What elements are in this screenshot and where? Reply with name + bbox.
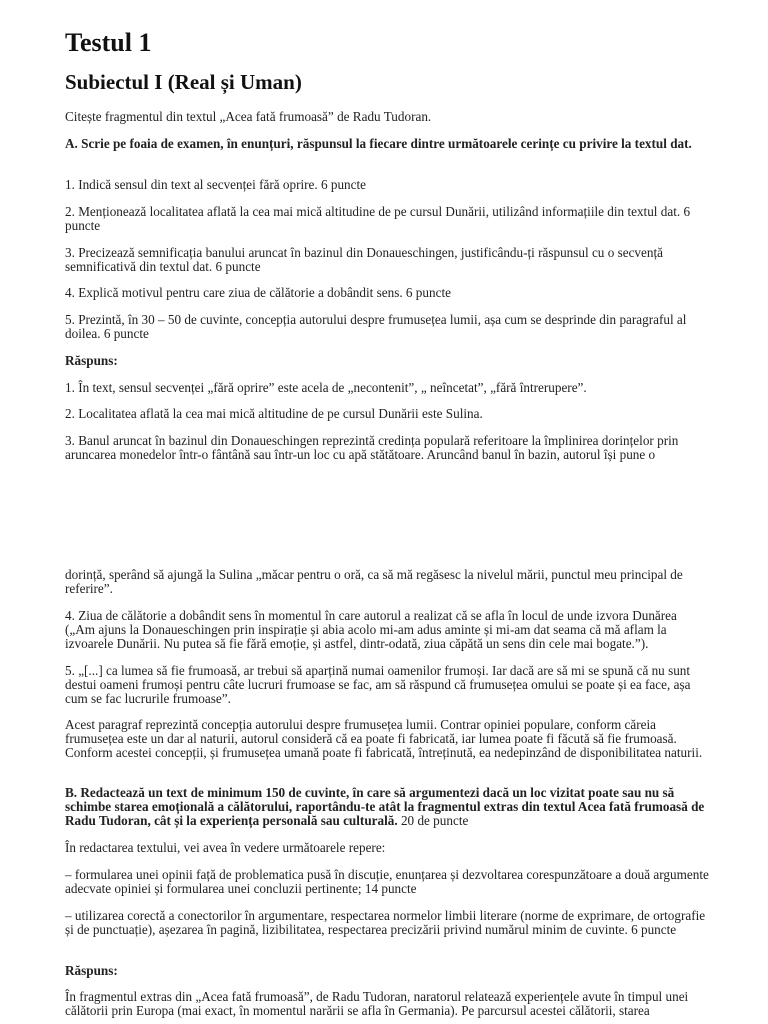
- answer-4: 4. Ziua de călătorie a dobândit sens în momentul în care autorul a realizat că se afla în locul de unde izvora Dunărea („Am ajuns la Donaueschingen prin inspirație și abia acolo mi-am adus aminte și mi-am dat seama că mă aflam la izvoarele Dunării. Nu putea să fie fără emoție, și astfel, dintr-odată, ziua căpătă un sens din cele mai bogate.”).: [65, 608, 677, 651]
- question-5: 5. Prezintă, în 30 – 50 de cuvinte, concepția autorului despre frumusețea lumii, așa cum se desprinde din paragraful al doilea. 6 puncte: [65, 312, 687, 341]
- section-b-answer-label: Răspuns:: [65, 963, 118, 978]
- section-b-points: 20 de puncte: [400, 813, 469, 828]
- answer-1: 1. În text, sensul secvenței „fără oprire” este acela de „necontenit”, „ neîncetat”, „fără întrerupere”.: [65, 380, 587, 395]
- question-3: 3. Precizează semnificația banului aruncat în bazinul din Donaueschingen, justificându-ți răspunsul cu o secvență semnificativă din textul dat. 6 puncte: [65, 245, 663, 274]
- answer-5-explanation: Acest paragraf reprezintă concepția autorului despre frumusețea lumii. Contrar opiniei populare, conform căreia frumusețea este un dar al naturii, autorul consideră că ea poate fi fabricată, iar lumea poate fi făcută să fie frumoasă. Conform acestei concepții, și frumusețea umană poate fi fabricată, întreținută, ea nedepinzând de disponibilitatea naturii.: [65, 717, 703, 760]
- section-b-heading-text: B. Redactează un text de minimum 150 de cuvinte, în care să argumentezi dacă un loc vizitat poate sau nu să schimbe starea emoțională a călătorului, raportându-te atât la fragmentul extras din textul Acea fată frumoasă de Radu Tudoran, cât și la experiența personală sau culturală.: [65, 785, 705, 828]
- question-1: 1. Indică sensul din text al secvenței fără oprire. 6 puncte: [65, 177, 367, 192]
- section-a-answer-label: Răspuns:: [65, 353, 118, 368]
- section-b-answer-start: În fragmentul extras din „Acea fată frumoasă”, de Radu Tudoran, naratorul relatează experiențele avute în timpul unei călătorii prin Europa (mai exact, în momentul narării se afla în Germania). Pe parcursul acestei călătorii, starea: [65, 989, 689, 1018]
- question-2: 2. Menționează localitatea aflată la cea mai mică altitudine de pe cursul Dunării, utilizând informațiile din textul dat. 6 puncte: [65, 204, 691, 233]
- answer-5-quote: 5. „[...] ca lumea să fie frumoasă, ar trebui să aparțină numai oamenilor frumoși. Iar dacă are să mi se spună că nu sunt destui oameni frumoși pentru câte lucruri frumoase se fac, am să răspund că frumusețea omului se poate și ea face, așa cum se fac lucrurile frumoase”.: [65, 663, 691, 706]
- criterion-1: – formularea unei opinii față de problematica pusă în discuție, enunțarea și dezvoltarea corespunzătoare a două argumente adecvate opiniei și formularea unei concluzii pertinente; 14 puncte: [65, 867, 709, 896]
- page-subtitle: Subiectul I (Real și Uman): [65, 70, 302, 94]
- page-title: Testul 1: [65, 28, 152, 57]
- answer-2: 2. Localitatea aflată la cea mai mică altitudine de pe cursul Dunării este Sulina.: [65, 406, 483, 421]
- criterion-2: – utilizarea corectă a conectorilor în argumentare, respectarea normelor limbii literare (norme de exprimare, de ortografie și de punctuație), așezarea în pagină, lizibilitatea, respectarea precizării privind numărul minim de cuvinte. 6 puncte: [65, 908, 706, 937]
- question-4: 4. Explică motivul pentru care ziua de călătorie a dobândit sens. 6 puncte: [65, 285, 451, 300]
- section-b-heading: [65, 786, 710, 828]
- section-a-heading: A. Scrie pe foaia de examen, în enunțuri, răspunsul la fiecare dintre următoarele cerințe cu privire la textul dat.: [65, 136, 692, 151]
- answer-3-continued: dorință, sperând să ajungă la Sulina „măcar pentru o oră, ca să mă regăsesc la nivelul mării, punctul meu principal de referire”.: [65, 567, 683, 596]
- section-b-lead: În redactarea textului, vei avea în vedere următoarele repere:: [65, 840, 386, 855]
- intro-text: Citește fragmentul din textul „Acea fată frumoasă” de Radu Tudoran.: [65, 109, 432, 124]
- answer-3: 3. Banul aruncat în bazinul din Donaueschingen reprezintă credința populară referitoare la împlinirea dorințelor prin aruncarea monedelor într-o fântână sau într-un loc cu apă stătătoare. Aruncând banul în bazin, autorul își pune o: [65, 433, 679, 462]
